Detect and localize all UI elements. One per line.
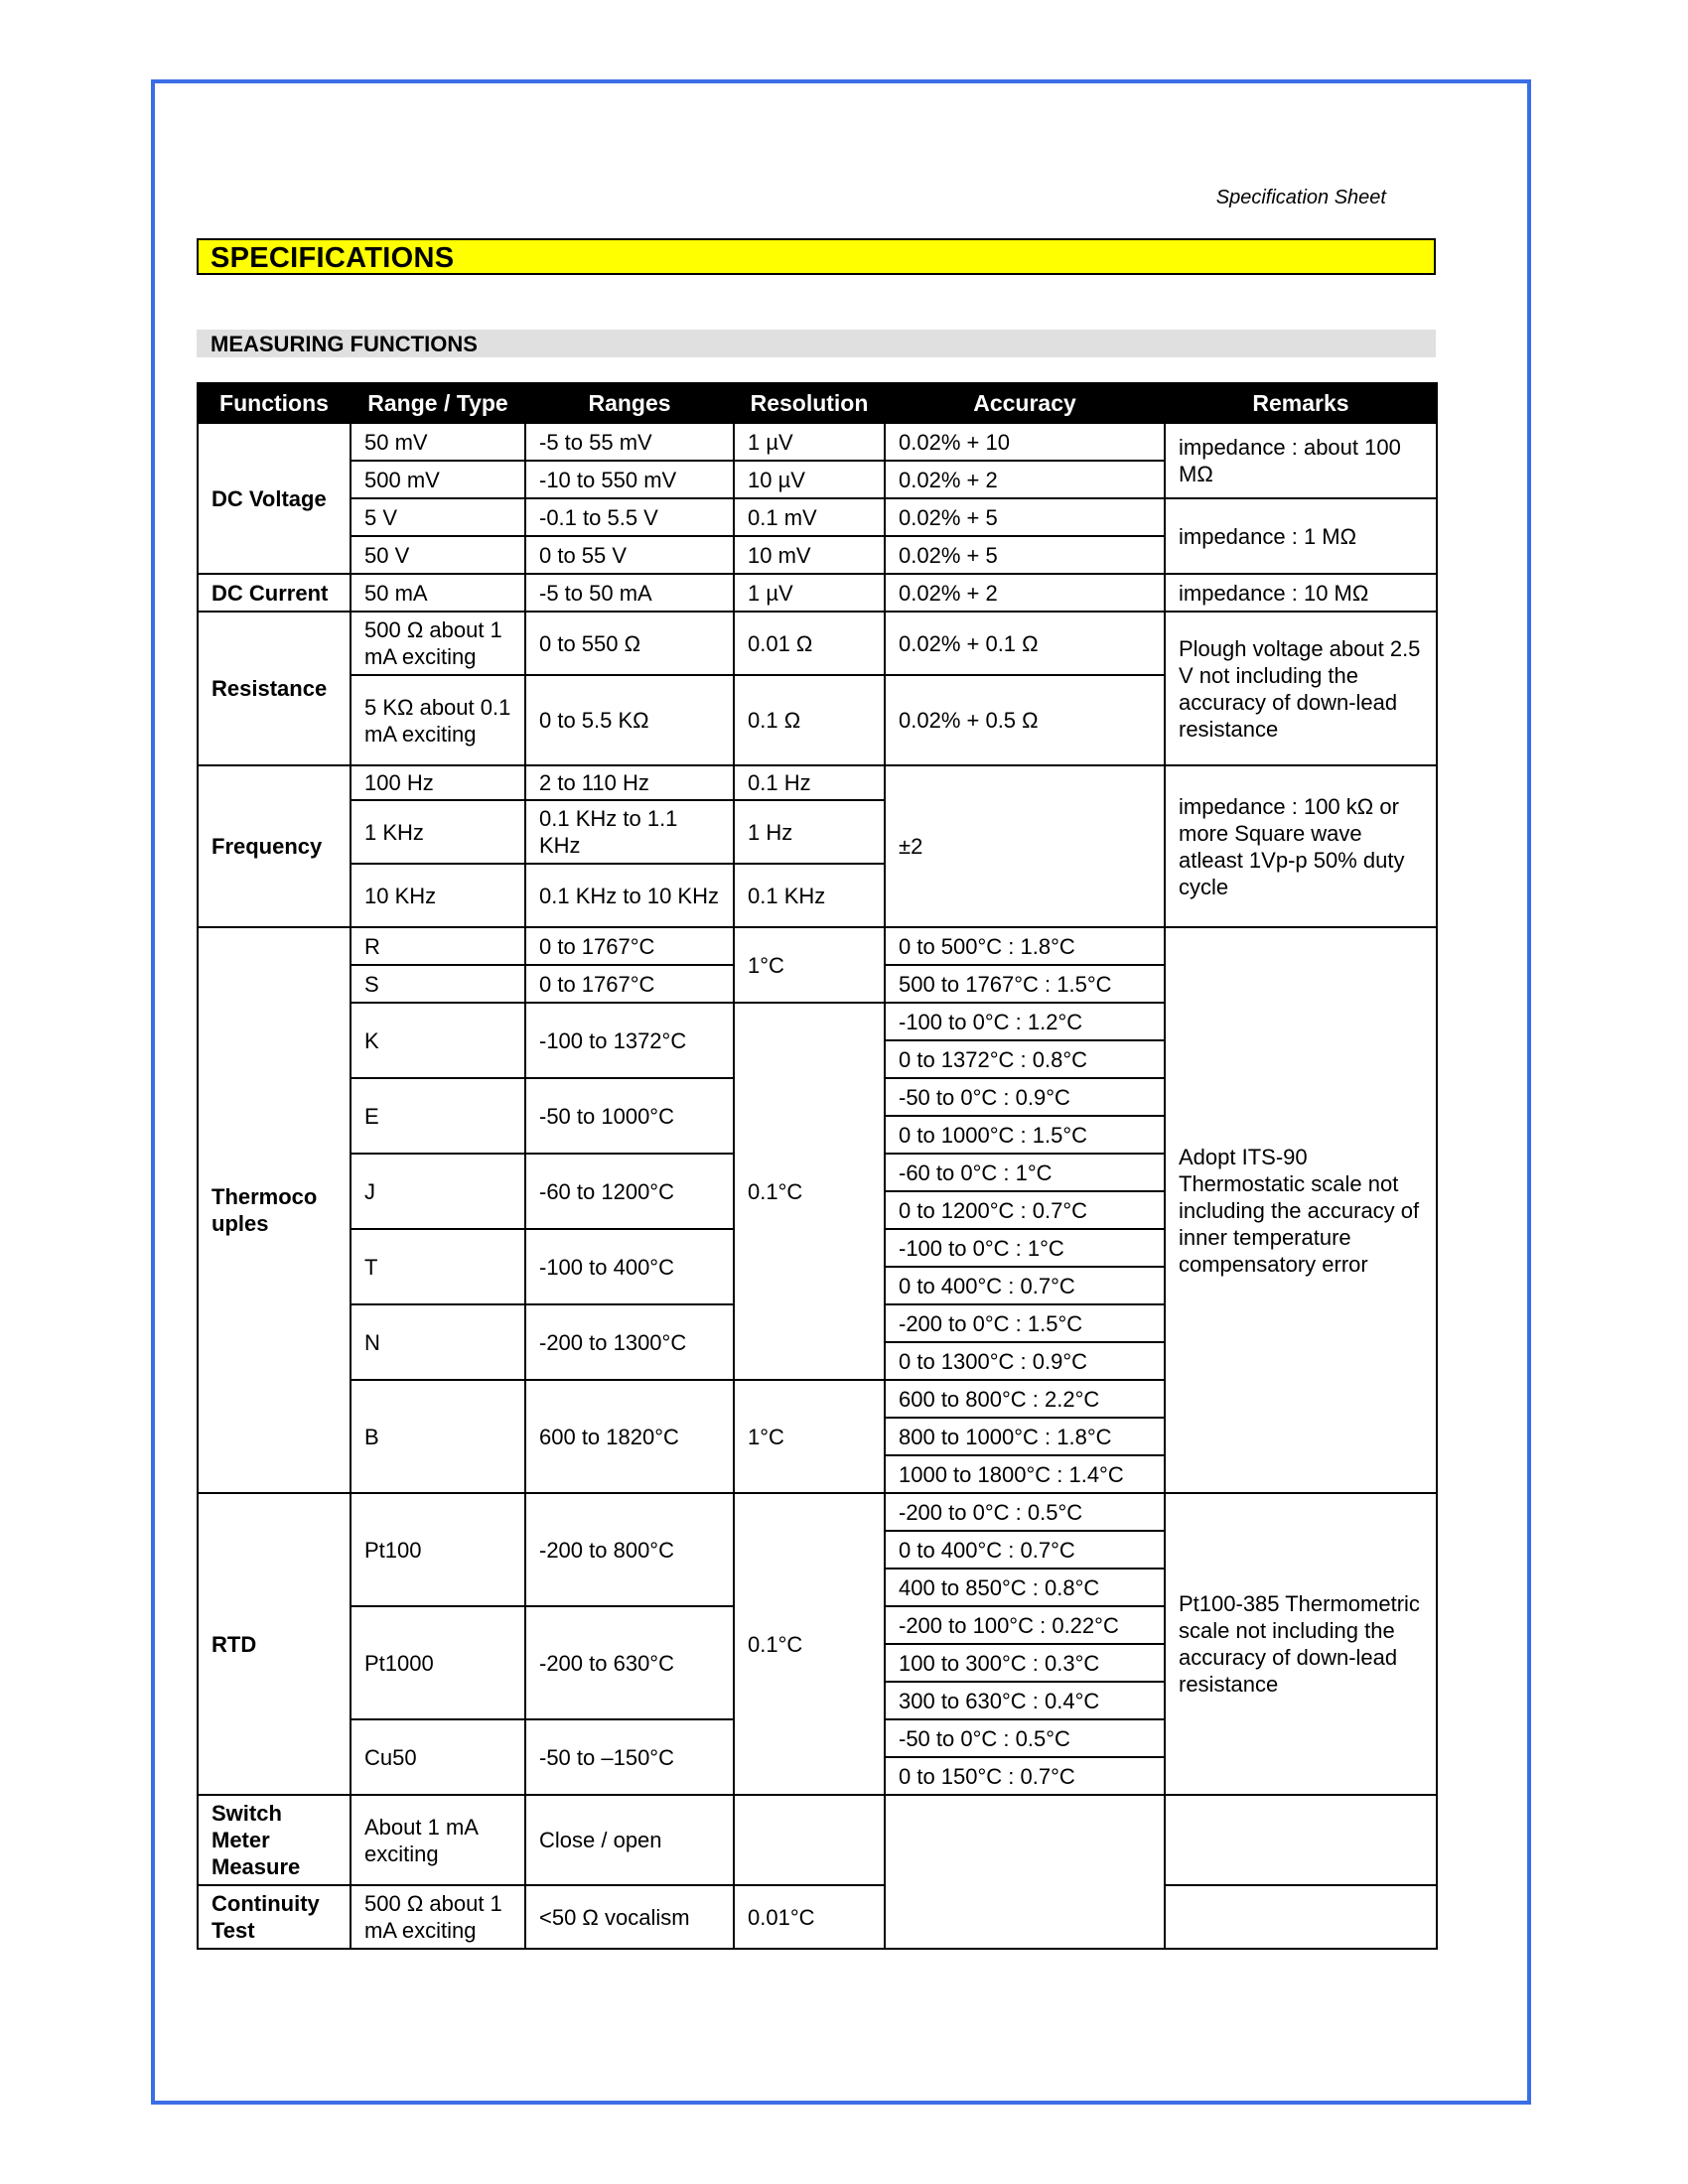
- ranges-cell: 0 to 55 V: [525, 536, 734, 574]
- ranges-cell: -200 to 630°C: [525, 1606, 734, 1719]
- range-type-cell: K: [351, 1003, 525, 1078]
- accuracy-cell: -200 to 0°C : 0.5°C: [885, 1493, 1165, 1531]
- table-row: [198, 927, 1437, 965]
- range-type-cell: 500 Ω about 1 mA exciting: [351, 1885, 525, 1949]
- table-row: [198, 1493, 1437, 1531]
- header-resolution: Resolution: [734, 383, 885, 423]
- section-title: MEASURING FUNCTIONS: [211, 332, 478, 356]
- remarks-cell: impedance : about 100 MΩ: [1165, 423, 1437, 498]
- accuracy-cell: 0 to 500°C : 1.8°C: [885, 927, 1165, 965]
- accuracy-cell: -100 to 0°C : 1.2°C: [885, 1003, 1165, 1040]
- range-type-cell: 10 KHz: [351, 864, 525, 927]
- resolution-cell: 10 mV: [734, 536, 885, 574]
- ranges-cell: -100 to 400°C: [525, 1229, 734, 1304]
- resolution-cell: 0.1 Ω: [734, 675, 885, 765]
- accuracy-cell: 300 to 630°C : 0.4°C: [885, 1682, 1165, 1719]
- accuracy-cell: 0 to 1372°C : 0.8°C: [885, 1040, 1165, 1078]
- ranges-cell: -0.1 to 5.5 V: [525, 498, 734, 536]
- resolution-cell: 0.1 mV: [734, 498, 885, 536]
- table-row: [198, 574, 1437, 612]
- ranges-cell: -50 to 1000°C: [525, 1078, 734, 1154]
- title-bar: [197, 238, 1436, 275]
- ranges-cell: 0 to 5.5 KΩ: [525, 675, 734, 765]
- accuracy-cell: ±2: [885, 765, 1165, 927]
- range-type-cell: 5 KΩ about 0.1 mA exciting: [351, 675, 525, 765]
- page-title: SPECIFICATIONS: [211, 242, 455, 274]
- resolution-cell: 1 µV: [734, 574, 885, 612]
- header-accuracy: Accuracy: [885, 383, 1165, 423]
- range-type-cell: 100 Hz: [351, 765, 525, 800]
- ranges-cell: <50 Ω vocalism: [525, 1885, 734, 1949]
- ranges-cell: 0 to 550 Ω: [525, 612, 734, 675]
- range-type-cell: B: [351, 1380, 525, 1493]
- function-cell: Continuity Test: [198, 1885, 351, 1949]
- section-bar: [197, 330, 1436, 357]
- accuracy-cell: -200 to 0°C : 1.5°C: [885, 1304, 1165, 1342]
- accuracy-cell: 100 to 300°C : 0.3°C: [885, 1644, 1165, 1682]
- accuracy-cell: 0.02% + 2: [885, 574, 1165, 612]
- resolution-cell: 0.1°C: [734, 1493, 885, 1795]
- header-functions: Functions: [198, 383, 351, 423]
- accuracy-cell: -50 to 0°C : 0.9°C: [885, 1078, 1165, 1116]
- accuracy-cell: 0.02% + 5: [885, 498, 1165, 536]
- remarks-cell: impedance : 100 kΩ or more Square wave atleast 1Vp-p 50% duty cycle: [1165, 765, 1437, 927]
- accuracy-cell: -100 to 0°C : 1°C: [885, 1229, 1165, 1267]
- ranges-cell: 0 to 1767°C: [525, 927, 734, 965]
- accuracy-cell: -60 to 0°C : 1°C: [885, 1154, 1165, 1191]
- range-type-cell: About 1 mA exciting: [351, 1795, 525, 1885]
- table-row: [198, 1885, 1437, 1949]
- resolution-cell: [734, 1795, 885, 1885]
- table-row: [198, 423, 1437, 461]
- accuracy-cell: 600 to 800°C : 2.2°C: [885, 1380, 1165, 1418]
- accuracy-cell: 0 to 1200°C : 0.7°C: [885, 1191, 1165, 1229]
- range-type-cell: Cu50: [351, 1719, 525, 1795]
- resolution-cell: 1°C: [734, 1380, 885, 1493]
- header-ranges: Ranges: [525, 383, 734, 423]
- ranges-cell: -200 to 1300°C: [525, 1304, 734, 1380]
- accuracy-cell: 0.02% + 2: [885, 461, 1165, 498]
- accuracy-cell: 400 to 850°C : 0.8°C: [885, 1569, 1165, 1606]
- resolution-cell: 1 µV: [734, 423, 885, 461]
- ranges-cell: -50 to –150°C: [525, 1719, 734, 1795]
- remarks-cell: [1165, 1795, 1437, 1885]
- accuracy-cell: 0.02% + 0.5 Ω: [885, 675, 1165, 765]
- ranges-cell: -60 to 1200°C: [525, 1154, 734, 1229]
- range-type-cell: 50 mV: [351, 423, 525, 461]
- table-header-row: [198, 383, 1437, 423]
- table-row: [198, 1795, 1437, 1885]
- function-cell: DC Current: [198, 574, 351, 612]
- remarks-cell: Plough voltage about 2.5 V not including the accuracy of down-lead resistance: [1165, 612, 1437, 765]
- table-row: [198, 612, 1437, 675]
- accuracy-cell: -200 to 100°C : 0.22°C: [885, 1606, 1165, 1644]
- range-type-cell: 50 mA: [351, 574, 525, 612]
- table-row: [198, 498, 1437, 536]
- range-type-cell: 50 V: [351, 536, 525, 574]
- resolution-cell: 0.1°C: [734, 1003, 885, 1380]
- ranges-cell: -100 to 1372°C: [525, 1003, 734, 1078]
- remarks-cell: Adopt ITS-90 Thermostatic scale not including the accuracy of inner temperature compensatory error: [1165, 927, 1437, 1493]
- range-type-cell: 500 Ω about 1 mA exciting: [351, 612, 525, 675]
- range-type-cell: Pt1000: [351, 1606, 525, 1719]
- ranges-cell: 0 to 1767°C: [525, 965, 734, 1003]
- range-type-cell: 5 V: [351, 498, 525, 536]
- accuracy-cell: 0 to 1300°C : 0.9°C: [885, 1342, 1165, 1380]
- accuracy-cell: 500 to 1767°C : 1.5°C: [885, 965, 1165, 1003]
- function-cell: Frequency: [198, 765, 351, 927]
- accuracy-cell: [885, 1795, 1165, 1949]
- accuracy-cell: 1000 to 1800°C : 1.4°C: [885, 1455, 1165, 1493]
- ranges-cell: 600 to 1820°C: [525, 1380, 734, 1493]
- ranges-cell: -5 to 50 mA: [525, 574, 734, 612]
- ranges-cell: -5 to 55 mV: [525, 423, 734, 461]
- remarks-cell: [1165, 1885, 1437, 1949]
- header-range-type: Range / Type: [351, 383, 525, 423]
- accuracy-cell: 0 to 400°C : 0.7°C: [885, 1267, 1165, 1304]
- accuracy-cell: 0 to 400°C : 0.7°C: [885, 1531, 1165, 1569]
- range-type-cell: Pt100: [351, 1493, 525, 1606]
- range-type-cell: 1 KHz: [351, 800, 525, 864]
- resolution-cell: 1 Hz: [734, 800, 885, 864]
- range-type-cell: 500 mV: [351, 461, 525, 498]
- resolution-cell: 0.1 Hz: [734, 765, 885, 800]
- range-type-cell: J: [351, 1154, 525, 1229]
- accuracy-cell: 0.02% + 5: [885, 536, 1165, 574]
- resolution-cell: 0.01°C: [734, 1885, 885, 1949]
- accuracy-cell: 0 to 150°C : 0.7°C: [885, 1757, 1165, 1795]
- ranges-cell: Close / open: [525, 1795, 734, 1885]
- ranges-cell: 0.1 KHz to 1.1 KHz: [525, 800, 734, 864]
- ranges-cell: -200 to 800°C: [525, 1493, 734, 1606]
- remarks-cell: impedance : 10 MΩ: [1165, 574, 1437, 612]
- resolution-cell: 10 µV: [734, 461, 885, 498]
- function-cell: DC Voltage: [198, 423, 351, 574]
- function-cell: Resistance: [198, 612, 351, 765]
- header-note: Specification Sheet: [1215, 187, 1386, 208]
- accuracy-cell: -50 to 0°C : 0.5°C: [885, 1719, 1165, 1757]
- function-cell: Thermoco uples: [198, 927, 351, 1493]
- ranges-cell: 2 to 110 Hz: [525, 765, 734, 800]
- accuracy-cell: 0 to 1000°C : 1.5°C: [885, 1116, 1165, 1154]
- remarks-cell: impedance : 1 MΩ: [1165, 498, 1437, 574]
- resolution-cell: 1°C: [734, 927, 885, 1003]
- accuracy-cell: 800 to 1000°C : 1.8°C: [885, 1418, 1165, 1455]
- function-cell: Switch Meter Measure: [198, 1795, 351, 1885]
- range-type-cell: E: [351, 1078, 525, 1154]
- range-type-cell: S: [351, 965, 525, 1003]
- range-type-cell: R: [351, 927, 525, 965]
- range-type-cell: T: [351, 1229, 525, 1304]
- function-cell: RTD: [198, 1493, 351, 1795]
- remarks-cell: Pt100-385 Thermometric scale not including the accuracy of down-lead resistance: [1165, 1493, 1437, 1795]
- resolution-cell: 0.1 KHz: [734, 864, 885, 927]
- ranges-cell: 0.1 KHz to 10 KHz: [525, 864, 734, 927]
- resolution-cell: 0.01 Ω: [734, 612, 885, 675]
- range-type-cell: N: [351, 1304, 525, 1380]
- table-row: [198, 765, 1437, 800]
- ranges-cell: -10 to 550 mV: [525, 461, 734, 498]
- header-remarks: Remarks: [1165, 383, 1437, 423]
- accuracy-cell: 0.02% + 0.1 Ω: [885, 612, 1165, 675]
- spec-table: [197, 382, 1438, 1950]
- accuracy-cell: 0.02% + 10: [885, 423, 1165, 461]
